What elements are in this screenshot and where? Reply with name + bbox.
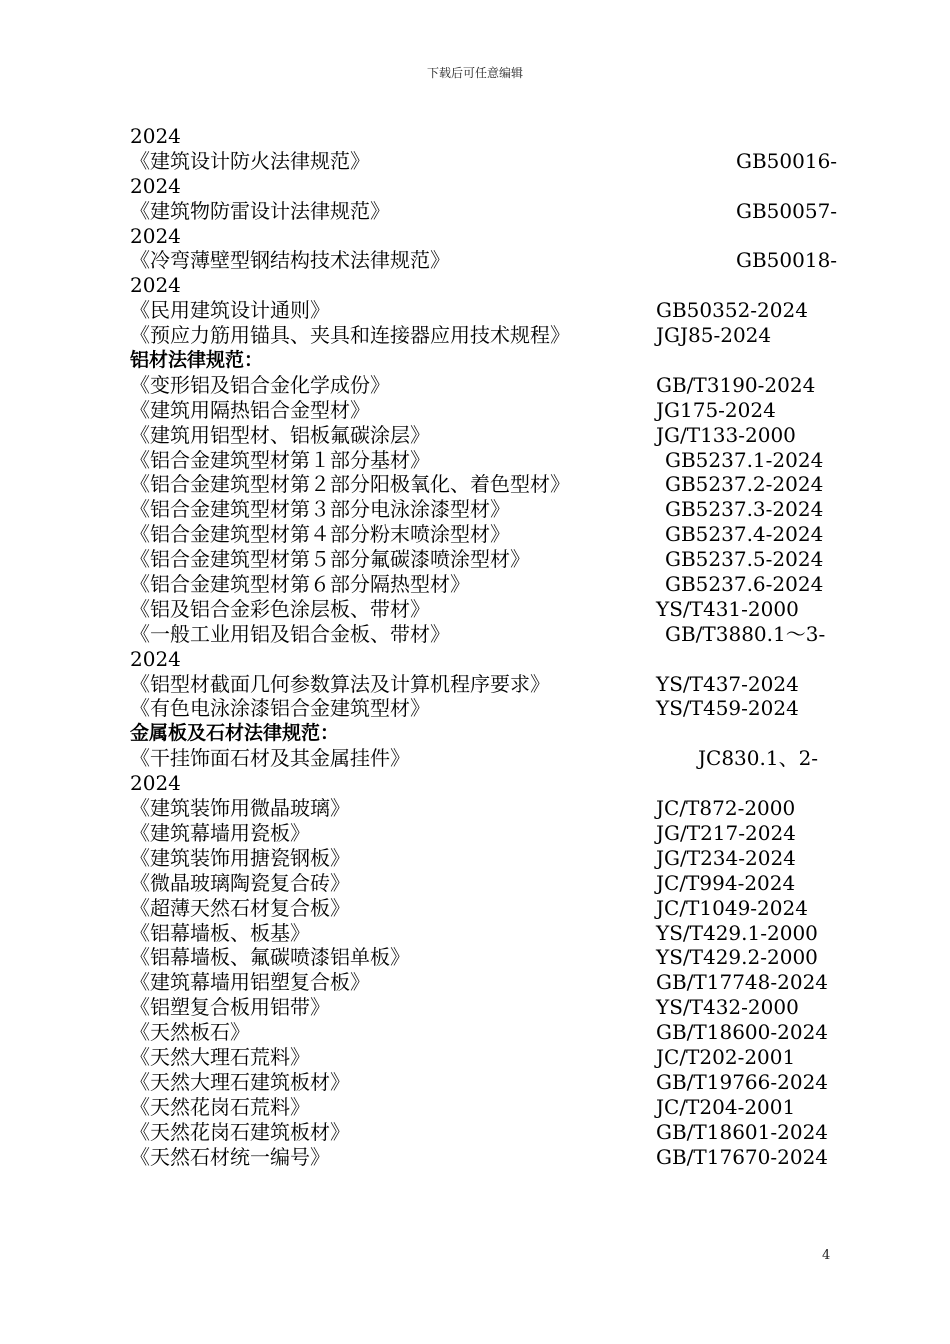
standard-title: 《天然石材统一编号》 [130, 1144, 330, 1169]
standard-title: 《天然板石》 [130, 1020, 250, 1045]
standard-entry [130, 572, 835, 597]
standard-code: GB/T19766-2024 [656, 1069, 829, 1094]
standard-entry [130, 1120, 835, 1145]
standard-title: 《天然花岗石建筑板材》 [130, 1119, 350, 1144]
standard-entry [130, 373, 835, 398]
standard-title: 《建筑幕墙用铝塑复合板》 [130, 970, 370, 995]
standard-entry [130, 597, 835, 622]
standard-entry [130, 298, 835, 323]
standard-code: YS/T432-2000 [656, 995, 799, 1020]
standard-code: GB50018- [736, 248, 838, 273]
code-continuation: 2024 [130, 771, 181, 796]
standard-entry [130, 970, 835, 995]
standard-code: GB5237.4-2024 [665, 522, 824, 547]
standard-code: GB/T17748-2024 [656, 970, 829, 995]
standard-entry [130, 995, 835, 1020]
standard-code: GB5237.1-2024 [665, 447, 824, 472]
standard-title: 《铝幕墙板、氟碳喷漆铝单板》 [130, 945, 410, 970]
code-continuation: 2024 [130, 124, 181, 148]
standard-title: 《铝合金建筑型材第３部分电泳涂漆型材》 [130, 497, 510, 522]
standard-entry [130, 896, 835, 921]
standard-entry [130, 622, 835, 647]
standard-title: 《铝幕墙板、板基》 [130, 920, 310, 945]
standard-title: 《铝合金建筑型材第１部分基材》 [130, 447, 430, 472]
standard-entry [130, 398, 835, 423]
standard-title: 《有色电泳涂漆铝合金建筑型材》 [130, 696, 430, 721]
standard-code: GB5237.2-2024 [665, 472, 824, 497]
standard-title: 《天然大理石荒料》 [130, 1044, 310, 1069]
standard-title: 《预应力筋用锚具、夹具和连接器应用技术规程》 [130, 323, 570, 348]
page-header: 下载后可任意编辑 [426, 66, 523, 80]
standard-code: GB/T18601-2024 [656, 1119, 829, 1144]
standard-code: GB5237.3-2024 [665, 497, 824, 522]
standard-entry [130, 1020, 835, 1045]
standard-entry [130, 871, 835, 896]
standard-title: 《干挂饰面石材及其金属挂件》 [130, 746, 410, 771]
code-continuation: 2024 [130, 273, 181, 298]
standard-title: 《铝合金建筑型材第４部分粉末喷涂型材》 [130, 522, 510, 547]
standard-code: GB5237.6-2024 [665, 572, 824, 597]
standard-title: 《铝合金建筑型材第５部分氟碳漆喷涂型材》 [130, 547, 530, 572]
standard-entry [130, 945, 835, 970]
standard-code: GB/T3880.1～3- [665, 621, 826, 646]
standard-code: JG/T234-2024 [656, 845, 796, 870]
standard-title: 《变形铝及铝合金化学成份》 [130, 372, 390, 397]
standard-entry [130, 1070, 835, 1095]
standard-entry [130, 448, 835, 473]
standard-code: JC830.1、2- [698, 746, 819, 771]
standard-title: 《建筑用铝型材、铝板氟碳涂层》 [130, 422, 430, 447]
standard-code: GB50057- [736, 198, 838, 223]
standard-code: GB/T17670-2024 [656, 1144, 829, 1169]
standards-list [130, 124, 838, 1169]
standard-entry [130, 323, 835, 348]
standard-entry [130, 1045, 835, 1070]
standard-title: 《铝塑复合板用铝带》 [130, 995, 330, 1020]
standard-title: 《建筑装饰用微晶玻璃》 [130, 796, 350, 821]
standard-entry [130, 248, 838, 273]
standard-entry [130, 547, 835, 572]
standard-entry [130, 696, 835, 721]
standard-code: JG175-2024 [656, 397, 776, 422]
standard-code: JG/T217-2024 [656, 820, 796, 845]
standard-entry [130, 672, 835, 697]
standard-entry [130, 423, 835, 448]
standard-code: GB50016- [736, 148, 838, 173]
code-continuation: 2024 [130, 223, 181, 248]
standard-code: JC/T872-2000 [656, 796, 796, 821]
standard-title: 《微晶玻璃陶瓷复合砖》 [130, 870, 350, 895]
standard-title: 《铝型材截面几何参数算法及计算机程序要求》 [130, 671, 550, 696]
code-continuation: 2024 [130, 646, 181, 671]
standard-code: GB50352-2024 [656, 298, 808, 323]
standard-code: JC/T202-2001 [656, 1044, 796, 1069]
standard-entry [130, 472, 835, 497]
standard-entry [130, 522, 835, 547]
standard-code: YS/T429.1-2000 [656, 920, 818, 945]
standard-title: 《建筑装饰用搪瓷钢板》 [130, 845, 350, 870]
standard-code: YS/T437-2024 [656, 671, 799, 696]
standard-code: YS/T431-2000 [656, 596, 799, 621]
standard-entry [130, 1145, 835, 1170]
standard-title: 《铝合金建筑型材第２部分阳极氧化、着色型材》 [130, 472, 570, 497]
standard-title: 《铝及铝合金彩色涂层板、带材》 [130, 596, 430, 621]
standard-code: JC/T994-2024 [656, 870, 796, 895]
standard-entry [130, 821, 835, 846]
standard-code: YS/T459-2024 [656, 696, 799, 721]
standard-title: 《铝合金建筑型材第６部分隔热型材》 [130, 572, 470, 597]
code-continuation: 2024 [130, 173, 181, 198]
section-heading: 金属板及石材法律规范： [130, 722, 340, 745]
standard-code: GB/T3190-2024 [656, 372, 816, 397]
standard-title: 《冷弯薄壁型钢结构技术法律规范》 [130, 248, 450, 273]
standard-title: 《天然大理石建筑板材》 [130, 1069, 350, 1094]
standard-entry [130, 148, 838, 174]
standard-title: 《民用建筑设计通则》 [130, 298, 330, 323]
standard-title: 《天然花岗石荒料》 [130, 1094, 310, 1119]
standard-entry [130, 921, 835, 946]
standard-code: GB5237.5-2024 [665, 547, 824, 572]
standard-title: 《一般工业用铝及铝合金板、带材》 [130, 621, 450, 646]
standard-title: 《建筑幕墙用瓷板》 [130, 820, 310, 845]
standard-title: 《超薄天然石材复合板》 [130, 895, 350, 920]
standard-entry [130, 198, 838, 224]
standard-code: JC/T204-2001 [656, 1094, 796, 1119]
section-heading: 铝材法律规范： [130, 349, 264, 372]
standard-title: 《建筑用隔热铝合金型材》 [130, 397, 370, 422]
standard-entry [130, 497, 835, 522]
standard-title: 《建筑物防雷设计法律规范》 [130, 198, 390, 223]
standard-entry [130, 796, 835, 821]
standard-entry [130, 846, 835, 871]
standard-entry [130, 1095, 835, 1120]
page-number: 4 [822, 1248, 831, 1263]
standard-entry [130, 746, 835, 771]
standard-code: JGJ85-2024 [656, 323, 772, 348]
standard-code: YS/T429.2-2000 [656, 945, 818, 970]
standard-code: JG/T133-2000 [656, 422, 796, 447]
standard-title: 《建筑设计防火法律规范》 [130, 148, 370, 173]
standard-code: JC/T1049-2024 [656, 895, 808, 920]
standard-code: GB/T18600-2024 [656, 1020, 829, 1045]
